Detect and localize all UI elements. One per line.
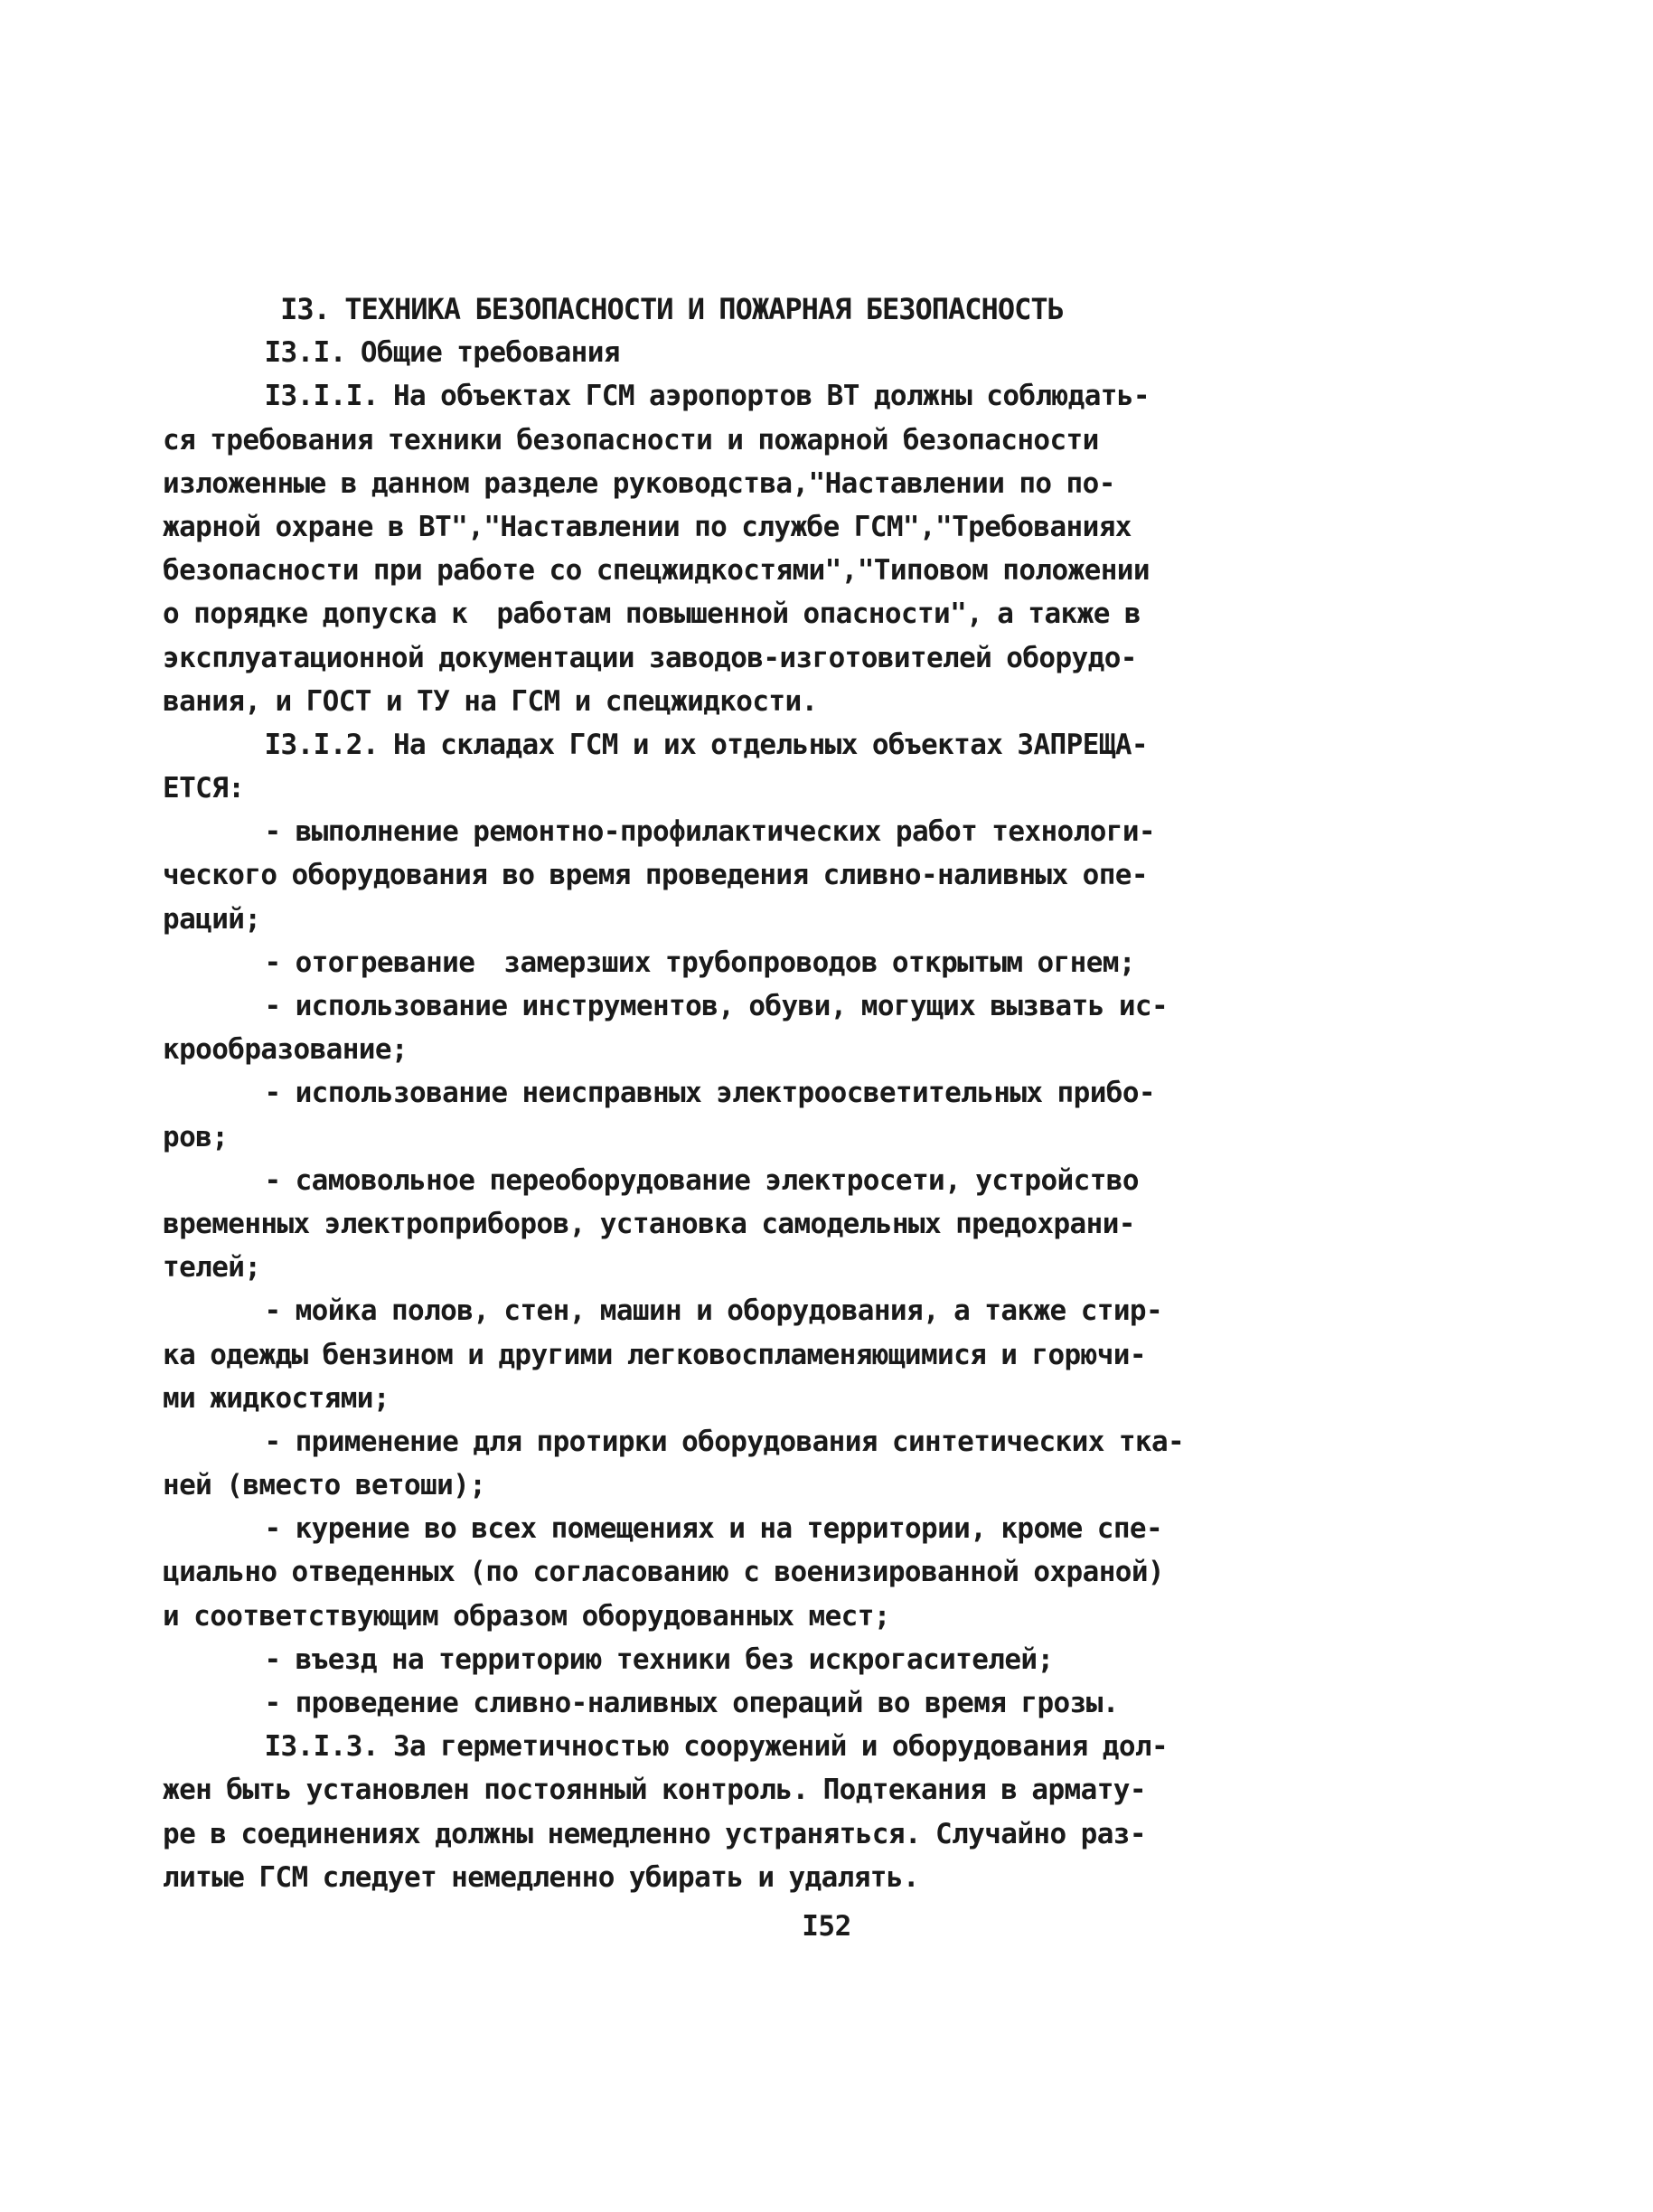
list-item-line: и соответствующим образом оборудованных мест; [163,1599,890,1633]
list-item-line: - проведение сливно-наливных операций во время грозы. [163,1687,1119,1719]
paragraph-line: эксплуатационной документации заводов-изготовителей оборудо- [163,641,1137,674]
paragraph-line: жарной охране в ВТ","Наставлении по службе ГСМ","Требованиях [163,510,1132,543]
list-item-line: ров; [163,1120,229,1153]
list-item-line: телей; [163,1251,261,1285]
list-item-line: ка одежды бензином и другими легковоспламеняющимися и горючи- [163,1338,1146,1371]
paragraph-line: ре в соединениях должны немедленно устраняться. Случайно раз- [163,1817,1146,1850]
paragraph-line: о порядке допуска к работам повышенной опасности", а также в [163,598,1141,631]
paragraph-line: I3.I.2. На складах ГСМ и их отдельных объектах ЗАПРЕЩА- [163,728,1148,761]
list-item-line: - применение для протирки оборудования синтетических тка- [163,1425,1185,1458]
list-item-line: ми жидкостями; [163,1381,390,1415]
list-item-line: - использование инструментов, обуви, могущих вызвать ис- [163,990,1169,1022]
paragraph-line: ЕТСЯ: [163,772,245,805]
list-item-line: крообразование; [163,1033,408,1067]
subsection-heading: I3.I. Общие требования [163,336,620,370]
paragraph-line: жен быть установлен постоянный контроль. Подтекания в армату- [163,1774,1146,1807]
list-item-line: - мойка полов, стен, машин и оборудования, а также стир- [163,1294,1163,1328]
list-item-line: - самовольное переоборудование электросети, устройство [163,1163,1139,1197]
list-item-line: - использование неисправных электроосветительных прибо- [163,1077,1155,1110]
list-item-line: - курение во всех помещениях и на территории, кроме спе- [163,1512,1163,1546]
list-item-line: - отогревание замерзших трубопроводов открытым огнем; [163,946,1135,979]
list-item-line: - въезд на территорию техники без искрогасителей; [163,1643,1054,1676]
list-item-line: ней (вместо ветоши); [163,1469,486,1502]
list-item-line: временных электроприборов, установка самодельных предохрани- [163,1207,1135,1240]
paragraph-line: ся требования техники безопасности и пожарной безопасности [163,423,1099,457]
paragraph-line: I3.I.3. За герметичностью сооружений и оборудования дол- [163,1730,1169,1764]
list-item-line: - выполнение ремонтно-профилактических работ технологи- [163,815,1155,849]
paragraph-line: вания, и ГОСТ и ТУ на ГСМ и спецжидкости. [163,684,818,718]
paragraph-line: изложенные в данном разделе руководства,"Наставлении по по- [163,466,1115,500]
list-item-line: циально отведенных (по согласованию с военизированной охраной) [163,1556,1164,1589]
document-body [163,287,1211,1899]
section-heading: I3. ТЕХНИКА БЕЗОПАСНОСТИ И ПОЖАРНАЯ БЕЗОПАСНОСТЬ [163,292,1064,326]
list-item-line: ческого оборудования во время проведения сливно-наливных опе- [163,859,1148,892]
paragraph-line: I3.I.I. На объектах ГСМ аэропортов ВТ должны соблюдать- [163,380,1150,413]
paragraph-line: литые ГСМ следует немедленно убирать и удалять. [163,1860,919,1894]
page-number: I52 [802,1910,851,1943]
paragraph-line: безопасности при работе со спецжидкостями","Типовом положении [163,554,1150,588]
list-item-line: раций; [163,902,261,936]
